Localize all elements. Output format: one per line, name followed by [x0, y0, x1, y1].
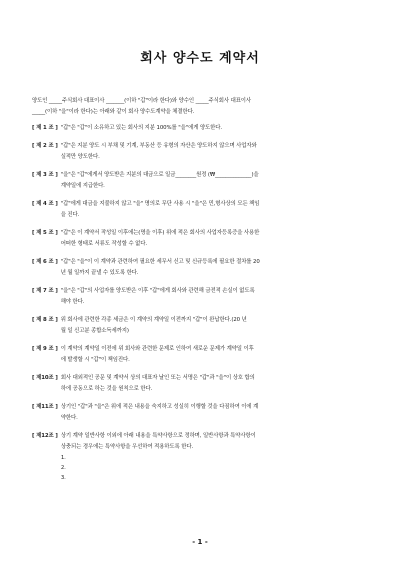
article-line-2: 실적만 양도한다. [60, 154, 100, 160]
article-line-2: 월 일 신고분 종합소득세까지) [60, 328, 129, 334]
article-9 [32, 344, 372, 366]
intro-line-2: _____(이하 "을"이라 한다)는 아래와 같이 회사 양수도계약을 체결한다. [32, 109, 195, 115]
article-number: [ 제 5 조 ] [32, 230, 58, 236]
intro-line-1: 양도인 _____주식회사 대표이사 _______(이하 "갑"이라 한다)와 양수인 _____주식회사 대표이사 [32, 98, 252, 104]
article-text [61, 228, 372, 250]
article-1 [32, 123, 372, 134]
article-line-2: 어떠한 형태로 서류도 작성할 수 없다. [60, 241, 147, 247]
document-title: 회사 양수도 계약서 [140, 51, 260, 66]
article-line-1: "갑"은 "을"이 이 계약과 관련하여 필요한 세무서 신고 및 신규등록에 필요한 절차를 20 [60, 259, 260, 265]
article-4 [32, 199, 372, 221]
article-line-1: 회사 대외적인 공문 및 계약서 상의 대표자 날인 또는 서명은 "갑"과 "을"이 상호 합의 [60, 375, 255, 381]
article-number: [ 제12조 ] [32, 433, 58, 439]
intro-paragraph [32, 96, 372, 118]
article-number: [ 제11조 ] [32, 404, 58, 410]
article-3 [32, 170, 372, 192]
article-line-2: 상충되는 경우에는 특약사항을 우선하여 적용하도록 한다. [60, 444, 194, 450]
article-line-1: "갑"은 지분 양도 시 부채 및 기계, 부동산 등 유형의 자산은 양도하지 않으며 사업자와 [60, 143, 257, 149]
article-number: [ 제 1 조 ] [32, 125, 58, 131]
article-line-2: 해야 한다. [60, 299, 85, 305]
article-line-2: 약한다. [60, 415, 78, 421]
article-number: [ 제 7 조 ] [32, 288, 58, 294]
article-text [61, 315, 372, 337]
article-7 [32, 286, 372, 308]
article-number: [ 제 2 조 ] [32, 143, 58, 149]
article-11 [32, 402, 372, 424]
article-line-2: 하에 공동으로 하는 것을 원칙으로 한다. [60, 386, 153, 392]
article-text [61, 431, 372, 483]
article-line-1: "을"은 "갑"의 사업자를 양도받은 이후 "갑"에게 회사와 관련해 금전적 손실이 없도록 [60, 288, 255, 294]
contract-body [32, 96, 372, 490]
special-term-item: 3. [60, 475, 66, 481]
article-12 [32, 431, 372, 483]
article-line-2: 에 발생할 시 "갑"이 책임진다. [60, 357, 130, 363]
article-2 [32, 141, 372, 163]
special-term-item: 1. [60, 455, 66, 461]
article-line-1: 상기 계약 일반사항 이외에 아래 내용을 특약사항으로 정하며, 일반사항과 특약사항이 [60, 433, 256, 439]
article-8 [32, 315, 372, 337]
page-number: - 1 - [192, 538, 208, 546]
article-line-2: 을 진다. [60, 212, 80, 218]
article-text [61, 170, 372, 192]
article-number: [ 제 4 조 ] [32, 201, 58, 207]
article-text [61, 402, 372, 424]
article-5 [32, 228, 372, 250]
article-line-2: 년 월 일까지 끝낼 수 있도록 한다. [60, 270, 139, 276]
article-line-1: "을"은 "갑"에게서 양도받은 지분의 대금으로 일금________원정 (₩______________)을 [60, 172, 259, 178]
article-10 [32, 373, 372, 395]
article-number: [ 제 3 조 ] [32, 172, 58, 178]
article-text [61, 344, 372, 366]
article-line-1: 상기인 "갑"과 "을"은 위에 적은 내용을 숙지하고 성실히 이행할 것을 다짐하여 이에 계 [60, 404, 259, 410]
article-list [32, 123, 372, 483]
article-line-2: 계약일에 지급한다. [60, 183, 105, 189]
article-text [61, 141, 372, 163]
article-text [61, 123, 372, 134]
article-number: [ 제10조 ] [32, 375, 58, 381]
article-line-1: 이 계약의 계약일 이전에 위 회사와 관련한 문제로 인하여 새로운 문제가 계약일 이후 [60, 346, 254, 352]
article-6 [32, 257, 372, 279]
article-text [61, 286, 372, 308]
article-text [61, 199, 372, 221]
article-text [61, 257, 372, 279]
article-line-1: 위 회사에 관련한 각종 세금은 이 계약의 계약일 이전까지 "갑"이 완납한다.(20 년 [60, 317, 247, 323]
special-terms-list [61, 453, 372, 483]
article-text [61, 373, 372, 395]
article-number: [ 제 8 조 ] [32, 317, 58, 323]
article-line-1: "갑"은 "갑"이 소유하고 있는 회사의 지분 100%를 "을"에게 양도한다. [60, 125, 222, 131]
article-line-1: "갑"에게 대금을 지불하지 않고 "을" 명의로 무단 사용 시 "을"은 민,형사상의 모든 책임 [60, 201, 260, 207]
special-term-item: 2. [60, 465, 66, 471]
article-number: [ 제 9 조 ] [32, 346, 58, 352]
article-line-1: "갑"은 이 계약서 작성일 이후에는(명을 이후) 위에 적은 회사의 사업자등록증을 사용한 [60, 230, 260, 236]
article-number: [ 제 6 조 ] [32, 259, 58, 265]
